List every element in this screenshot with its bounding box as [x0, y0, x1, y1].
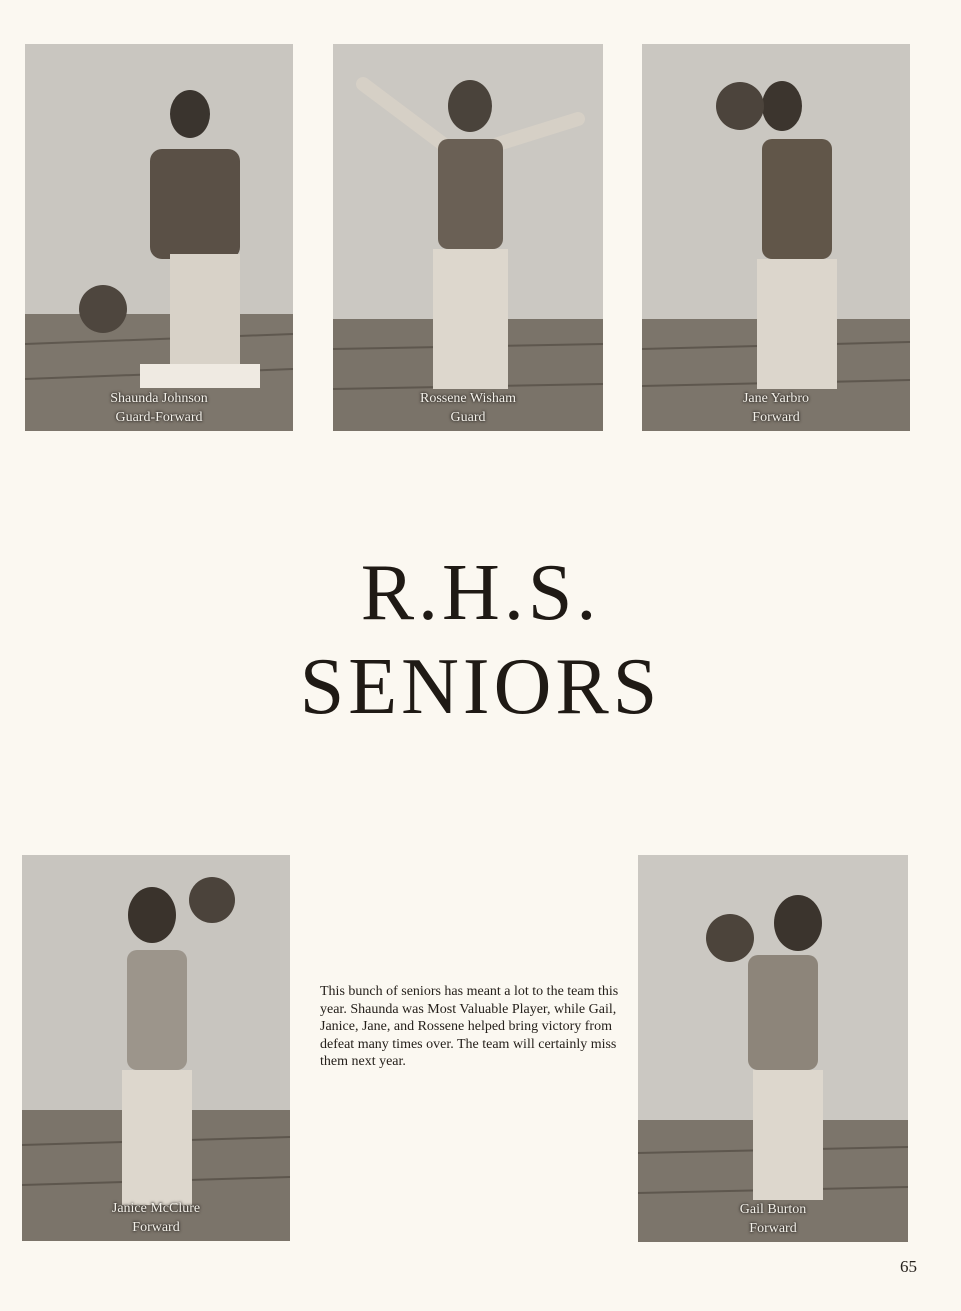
page-title-line-1: R.H.S.: [360, 549, 601, 637]
page-title-line-2: SENIORS: [299, 643, 662, 731]
player-position: Guard: [450, 410, 486, 425]
player-position: Forward: [749, 1221, 797, 1236]
player-photo-image: [25, 44, 293, 431]
player-photo-image: [333, 44, 603, 431]
player-name: Shaunda Johnson: [110, 391, 208, 406]
player-position: Forward: [132, 1220, 180, 1235]
player-name: Rossene Wisham: [419, 391, 516, 406]
player-name: Gail Burton: [739, 1202, 807, 1217]
page-number: 65: [900, 1257, 917, 1276]
player-name: Jane Yarbro: [742, 391, 810, 406]
player-photo-image: [642, 44, 910, 431]
photo-janice-mcclure: [22, 855, 290, 1241]
photo-rossene-wisham: [333, 44, 603, 431]
photo-caption: [25, 389, 293, 427]
photo-caption: [22, 1199, 290, 1237]
photo-jane-yarbro: [642, 44, 910, 431]
photo-caption: [638, 1200, 908, 1238]
photo-caption: [333, 389, 603, 427]
photo-shaunda-johnson: [25, 44, 293, 431]
player-name: Janice McClure: [111, 1201, 201, 1216]
player-photo-image: [638, 855, 908, 1242]
photo-caption: [642, 389, 910, 427]
body-paragraph: This bunch of seniors has meant a lot to the team this year. Shaunda was Most Valuable Player, while Gail, Janice, Jane, and Rossene helped bring victory from defeat many times over. The team will certainly miss them next year.: [320, 984, 619, 1069]
player-photo-image: [22, 855, 290, 1241]
photo-gail-burton: [638, 855, 908, 1242]
player-position: Forward: [752, 410, 800, 425]
player-position: Guard-Forward: [115, 410, 203, 425]
